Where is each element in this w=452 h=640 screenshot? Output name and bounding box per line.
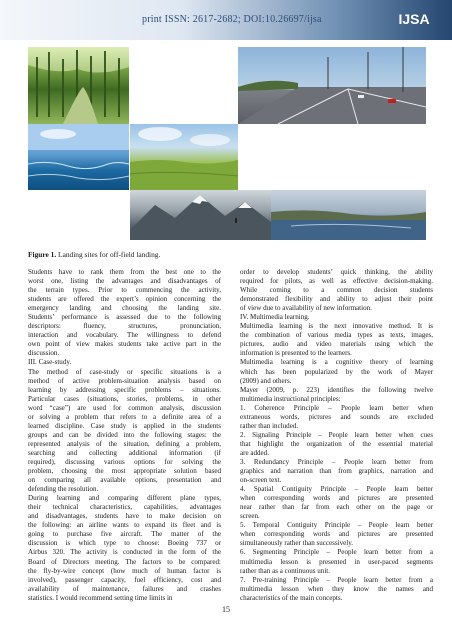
- text-line: descriptors: fluency, structures, pronunciation,: [28, 322, 221, 331]
- lake-photo: [271, 190, 426, 240]
- mountain-photo: [130, 190, 271, 240]
- text-line: III. Case-study.: [28, 358, 72, 367]
- text-line: While coming to a common decision students: [240, 286, 433, 295]
- text-line: rather than as a continuous unit.: [240, 566, 331, 575]
- text-line: screen.: [240, 512, 260, 521]
- text-line: emergency landing and choosing the landing site.: [28, 304, 221, 313]
- text-line: order to develop students’ quick thinking, the ability: [240, 268, 433, 276]
- text-line: learning by addressing specific problems – situations.: [28, 385, 221, 394]
- text-line: method of active problem-situation analysis based on: [28, 376, 221, 385]
- text-line: required for pilots, as well as effective decision-making.: [240, 277, 433, 286]
- forest-photo: [28, 47, 129, 124]
- text-line: defending the resolution.: [28, 485, 99, 494]
- text-line: Multimedia learning is the next innovative method. It is: [240, 322, 433, 331]
- text-line: statistics. I would recommend setting time limits in: [28, 593, 173, 602]
- text-line: worst one, listing the advantages and disadvantages of: [28, 277, 221, 286]
- text-line: 5. Temporal Contiguity Principle – People learn better: [240, 521, 433, 530]
- text-line: groups and can be divided into the following stages: the: [28, 430, 221, 439]
- text-line: the following: an airline wants to expand its fleet and is: [28, 521, 221, 530]
- left-text-column: [28, 268, 221, 603]
- text-line: Multimedia learning is a cognitive theory of learning: [240, 358, 433, 367]
- text-line: their technical characteristics, capabilities, advantages: [28, 503, 221, 512]
- text-line: near rather than far from each other on the page or: [240, 503, 433, 512]
- field-photo: [130, 124, 238, 190]
- text-line: characteristics of the main concepts.: [240, 593, 343, 602]
- text-line: (2009) and others.: [240, 376, 292, 385]
- text-line: which has been popularized by the work of Mayer: [240, 367, 433, 376]
- text-line: Board of Directors meeting. The factors to be compared:: [28, 557, 221, 566]
- text-line: IV. Multimedia learning.: [240, 313, 310, 322]
- text-line: the fly-by-wire concept (how much of human factor is: [28, 566, 221, 575]
- text-line: Particular cases (situations, stories, problems, in other: [28, 394, 221, 403]
- text-line: are added.: [240, 448, 269, 457]
- text-line: multimedia lesson when they know the names and: [240, 584, 433, 593]
- figure-caption-text: Landing sites for off-field landing.: [56, 250, 161, 259]
- text-line: multimedia instructional principles:: [240, 394, 341, 403]
- text-line: and disadvantages, students have to make decision on: [28, 512, 221, 521]
- text-line: the combination of various media types as texts, images,: [240, 331, 433, 340]
- text-line: students are offered the expert’s opinion concerning the: [28, 295, 221, 304]
- text-line: 2. Signaling Principle – People learn better when cues: [240, 430, 433, 439]
- text-line: Airbus 320. The activity is conducted in the form of the: [28, 548, 221, 557]
- text-line: Students’ performance is assessed due to the following: [28, 313, 221, 322]
- text-line: 3. Redundancy Principle – People learn better from: [240, 457, 433, 466]
- text-line: that highlight the organization of the essential material: [240, 439, 433, 448]
- text-line: on-screen text.: [240, 476, 282, 485]
- right-text-column: [240, 268, 433, 603]
- journal-logo: IJSA: [398, 11, 430, 27]
- text-line: information is presented to the learners.: [240, 349, 352, 358]
- text-line: going to purchase five aircraft. The matter of the: [28, 530, 221, 539]
- text-line: when corresponding words and pictures are presented: [240, 530, 433, 539]
- text-line: problem, choosing the most appropriate solution based: [28, 467, 221, 476]
- text-line: rather than included.: [240, 421, 299, 430]
- text-line: Students have to rank them from the best one to the: [28, 268, 221, 276]
- text-line: on comparing all available options, presentation and: [28, 476, 221, 485]
- text-line: represented analysis of the situation, defining a problem,: [28, 439, 221, 448]
- text-line: multimedia lesson is presented in user-paced segments: [240, 557, 433, 566]
- text-line: searching and collecting additional information (if: [28, 448, 221, 457]
- text-line: 6. Segmenting Principle – People learn better from a: [240, 548, 433, 557]
- text-line: During learning and comparing different plane types,: [28, 494, 221, 503]
- journal-issn-doi: print ISSN: 2617-2682; DOI:10.26697/ijsa: [142, 14, 322, 25]
- text-line: The method of case-study or specific situations is a: [28, 367, 221, 376]
- figure-caption-label: Figure 1.: [28, 250, 57, 259]
- figure-caption: [28, 250, 160, 259]
- text-line: own point of view makes students take active part in the: [28, 340, 221, 349]
- text-line: interaction and vocabulary. The willingness to defend: [28, 331, 221, 340]
- text-line: simultaneously rather than successively.: [240, 539, 354, 548]
- text-line: of view due to availability of new information.: [240, 304, 372, 313]
- text-line: 4. Spatial Contiguity Principle – People learn better: [240, 485, 433, 494]
- text-line: when corresponding words and pictures are presented: [240, 494, 433, 503]
- text-line: pictures, audio and video materials using which the: [240, 340, 433, 349]
- text-line: or solving a problem that refers to a definite area of a: [28, 412, 221, 421]
- text-line: extraneous words, pictures and sounds are excluded: [240, 412, 433, 421]
- ocean-photo: [28, 124, 129, 190]
- text-line: required), discussing various options for solving the: [28, 457, 221, 466]
- text-line: discussion.: [28, 349, 60, 358]
- text-line: involved), passenger capacity, fuel efficiency, cost and: [28, 575, 221, 584]
- text-line: graphics and narration than from graphics, narration and: [240, 467, 433, 476]
- text-line: availability of maintenance, failures and crashes: [28, 584, 221, 593]
- text-line: the terrain types. Prior to commencing the activity,: [28, 286, 221, 295]
- page-number: 15: [222, 605, 230, 614]
- text-line: demonstrated flexibility and ability to adjust their point: [240, 295, 433, 304]
- text-line: Mayer (2009, p. 223) identifies the following twelve: [240, 385, 433, 394]
- text-line: learned discipline. Case study is applied in the students: [28, 421, 221, 430]
- text-line: 1. Coherence Principle – People learn better when: [240, 403, 433, 412]
- text-line: discussion is which type to choose: Boeing 737 or: [28, 539, 221, 548]
- text-line: word “case”) are used for common analysis, discussion: [28, 403, 221, 412]
- text-line: 7. Pre-training Principle – People learn better from a: [240, 575, 433, 584]
- highway-photo: [238, 47, 426, 124]
